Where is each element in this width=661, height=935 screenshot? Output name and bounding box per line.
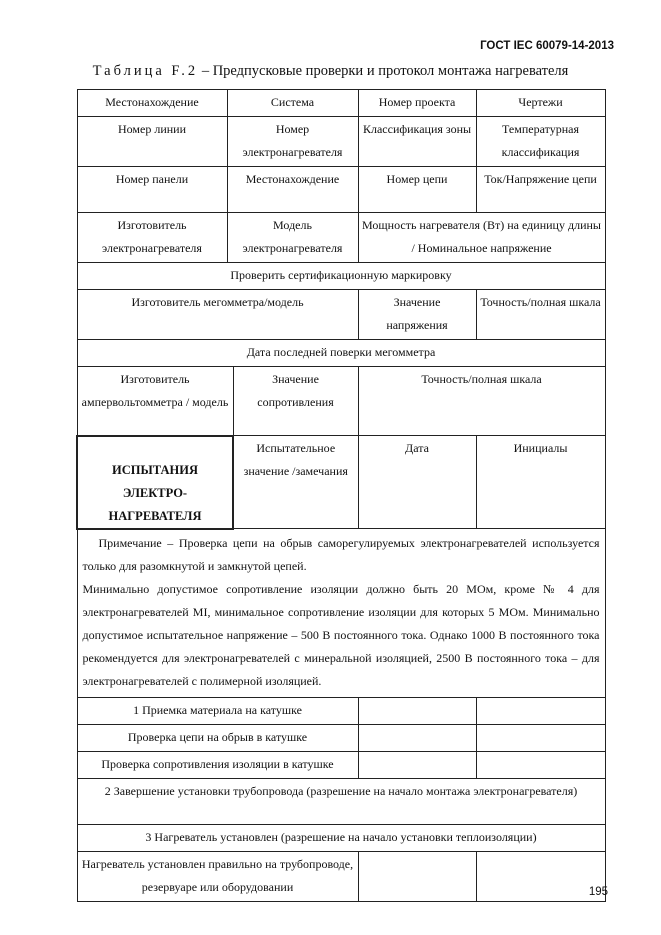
cell-panel-number: Номер панели: [77, 167, 227, 213]
cell-check-1: 1 Приемка материала на катушке: [77, 697, 358, 724]
cell-blank: [476, 697, 605, 724]
cell-blank: [358, 851, 476, 901]
cell-multimeter: Изготовитель ампервольтомметра / модель: [77, 367, 233, 436]
cell-voltage-value: Значение напряжения: [358, 290, 476, 340]
protocol-table: [76, 89, 606, 902]
table-row: [77, 851, 605, 901]
table-caption: [0, 63, 661, 80]
table-row: [77, 117, 605, 167]
cell-project-number: Номер проекта: [358, 90, 476, 117]
cell-blank: [358, 724, 476, 751]
cell-note: [77, 529, 605, 698]
table-row: [77, 751, 605, 778]
cell-check-5: 3 Нагреватель установлен (разрешение на начало установки теплоизоляции): [77, 824, 605, 851]
cell-blank: [358, 697, 476, 724]
cell-cert-marking: Проверить сертификационную маркировку: [77, 263, 605, 290]
cell-drawings: Чертежи: [476, 90, 605, 117]
cell-circuit-number: Номер цепи: [358, 167, 476, 213]
cell-zone-class: Классификация зоны: [358, 117, 476, 167]
cell-megohmmeter: Изготовитель мегомметра/модель: [77, 290, 358, 340]
cell-resistance-value: Значение сопротивления: [233, 367, 358, 436]
cell-test-value: Испытательное значение /замечания: [233, 436, 358, 529]
cell-heater-tests: ИСПЫТАНИЯ ЭЛЕКТРО-НАГРЕВАТЕЛЯ: [77, 436, 233, 529]
cell-check-3: Проверка сопротивления изоляции в катушке: [77, 751, 358, 778]
cell-check-6: Нагреватель установлен правильно на трубопроводе, резервуаре или оборудовании: [77, 851, 358, 901]
note-text: Примечание – Проверка цепи на обрыв саморегулируемых электронагревателей используется только для разомкнутой и замкнутой цепей.: [82, 535, 600, 573]
table-row: [77, 529, 605, 698]
cell-blank: [476, 851, 605, 901]
standard-number: ГОСТ IEC 60079-14-2013: [480, 40, 614, 52]
cell-date: Дата: [358, 436, 476, 529]
table-row: [77, 724, 605, 751]
cell-check-2: Проверка цепи на обрыв в катушке: [77, 724, 358, 751]
cell-blank: [476, 724, 605, 751]
cell-initials: Инициалы: [476, 436, 605, 529]
cell-accuracy: Точность/полная шкала: [476, 290, 605, 340]
cell-current-voltage: Ток/Напряжение цепи: [476, 167, 605, 213]
table-row: [77, 697, 605, 724]
table-row: [77, 824, 605, 851]
cell-accuracy-2: Точность/полная шкала: [358, 367, 605, 436]
cell-heater-number: Номер электронагревателя: [227, 117, 358, 167]
table-row: [77, 290, 605, 340]
cell-last-calibration: Дата последней поверки мегомметра: [77, 340, 605, 367]
table-row: [77, 340, 605, 367]
cell-heater-manufacturer: Изготовитель электронагревателя: [77, 213, 227, 263]
table-row: [77, 167, 605, 213]
cell-system: Система: [227, 90, 358, 117]
cell-location: Местонахождение: [77, 90, 227, 117]
table-row: [77, 367, 605, 436]
note-text-2: Минимально допустимое сопротивление изоляции должно быть 20 МОм, кроме № 4 для электронагревателей MI, минимальное сопротивление изоляции для которых 5 МОм. Минимально допустимое испытательное напряжение – 500 В постоянного тока. Однако 1000 В постоянного тока рекомендуется для электронагревателей с минеральной изоляцией, 2500 В постоянного тока – для электронагревателей с полимерной изоляцией.: [82, 581, 600, 688]
cell-check-4: 2 Завершение установки трубопровода (разрешение на начало монтажа электронагревателя): [77, 778, 605, 824]
cell-line-number: Номер линии: [77, 117, 227, 167]
cell-blank: [358, 751, 476, 778]
table-row: [77, 436, 605, 529]
cell-location-2: Местонахождение: [227, 167, 358, 213]
caption-title: – Предпусковые проверки и протокол монтажа нагревателя: [201, 63, 569, 79]
cell-heater-power: Мощность нагревателя (Вт) на единицу длины / Номинальное напряжение: [358, 213, 605, 263]
cell-temp-class: Температурная классификация: [476, 117, 605, 167]
table-row: [77, 778, 605, 824]
table-row: [77, 213, 605, 263]
table-row: [77, 90, 605, 117]
cell-heater-model: Модель электронагревателя: [227, 213, 358, 263]
caption-prefix: Таблица F.2: [92, 63, 199, 79]
page-number: 195: [588, 886, 608, 898]
cell-blank: [476, 751, 605, 778]
table-row: [77, 263, 605, 290]
